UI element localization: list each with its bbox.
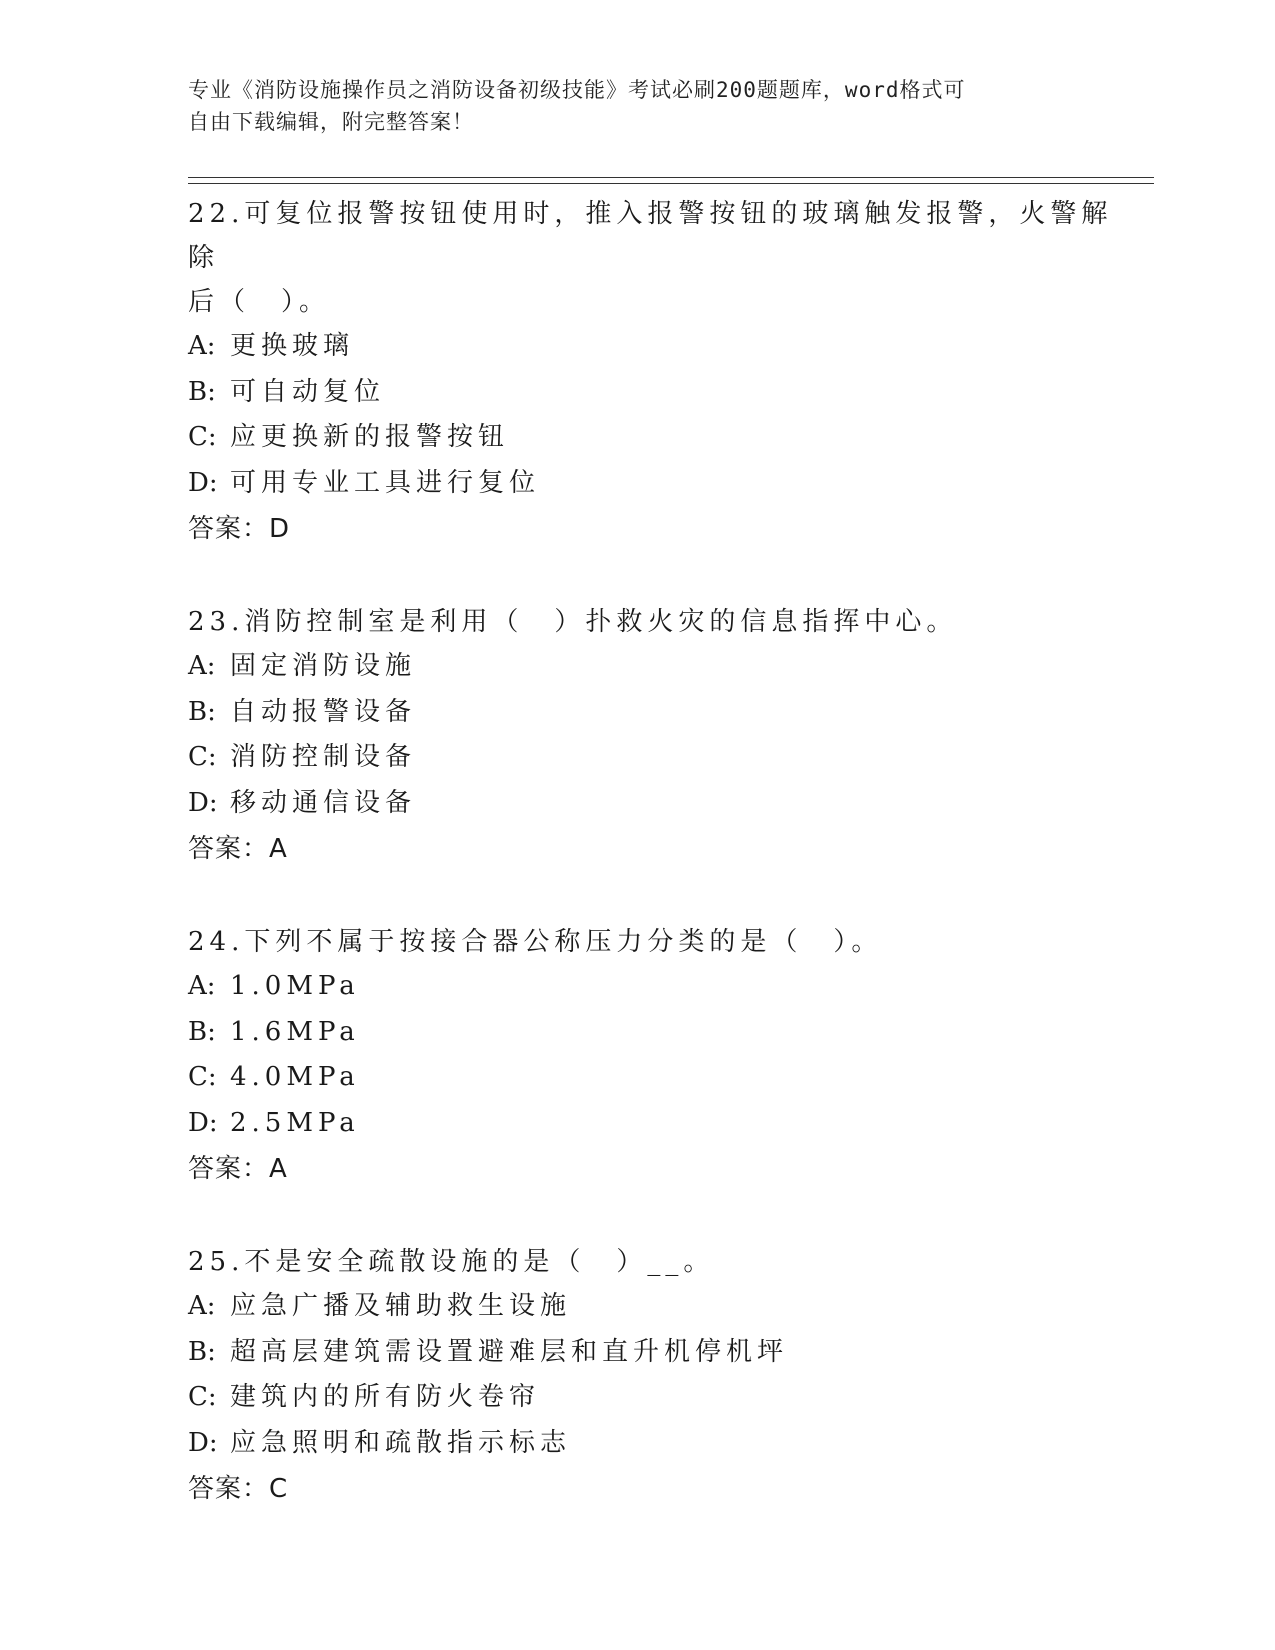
question-stem bbox=[188, 188, 1128, 324]
option-text: 应急广播及辅助救生设施 bbox=[230, 1291, 572, 1321]
option-text: 应急照明和疏散指示标志 bbox=[230, 1427, 572, 1458]
option-text: 建筑内的所有防火卷帘 bbox=[230, 1382, 541, 1412]
header-line-2: 自由下载编辑，附完整答案！ bbox=[188, 110, 474, 134]
question-spacer bbox=[188, 872, 1128, 916]
option-b bbox=[188, 690, 1128, 736]
answer-text: 答案：C bbox=[188, 1474, 289, 1504]
option-letter: D: bbox=[188, 787, 218, 818]
option-letter: B: bbox=[188, 1016, 216, 1047]
option-b bbox=[188, 370, 1128, 416]
option-letter: A: bbox=[188, 331, 216, 361]
option-text: 更换玻璃 bbox=[230, 331, 355, 361]
option-letter: C: bbox=[188, 422, 217, 452]
question-stem: 24.下列不属于按接合器公称压力分类的是（ ）。 bbox=[188, 927, 883, 957]
option-text: 移动通信设备 bbox=[230, 787, 417, 818]
option-text: 可自动复位 bbox=[230, 376, 386, 407]
question-stem-line-1: 22.可复位报警按钮使用时，推入报警按钮的玻璃触发报警，火警解除 bbox=[188, 199, 1113, 273]
option-c bbox=[188, 1055, 1128, 1101]
option-text: 1.6MPa bbox=[230, 1016, 360, 1047]
option-a bbox=[188, 324, 1128, 370]
option-letter: B: bbox=[188, 696, 216, 727]
option-letter: B: bbox=[188, 376, 216, 407]
option-letter: A: bbox=[188, 1291, 216, 1321]
option-letter: D: bbox=[188, 1107, 218, 1138]
option-letter: C: bbox=[188, 1062, 217, 1092]
option-letter: C: bbox=[188, 742, 217, 772]
question-stem-line-2: 后（ ）。 bbox=[188, 287, 331, 317]
option-text: 消防控制设备 bbox=[230, 742, 417, 772]
option-text: 4.0MPa bbox=[230, 1062, 360, 1092]
option-letter: A: bbox=[188, 971, 216, 1001]
option-letter: C: bbox=[188, 1382, 217, 1412]
option-letter: D: bbox=[188, 467, 218, 498]
option-d bbox=[188, 1421, 1128, 1467]
question-22 bbox=[188, 188, 1128, 552]
option-letter: B: bbox=[188, 1336, 216, 1367]
option-d bbox=[188, 461, 1128, 507]
option-d bbox=[188, 781, 1128, 827]
option-text: 2.5MPa bbox=[230, 1107, 360, 1138]
question-list bbox=[188, 188, 1128, 1512]
question-25 bbox=[188, 1236, 1128, 1512]
option-c bbox=[188, 1375, 1128, 1421]
option-c bbox=[188, 415, 1128, 461]
option-text: 自动报警设备 bbox=[230, 696, 417, 727]
option-a bbox=[188, 964, 1128, 1010]
option-text: 超高层建筑需设置避难层和直升机停机坪 bbox=[230, 1336, 789, 1367]
option-b bbox=[188, 1330, 1128, 1376]
question-24 bbox=[188, 916, 1128, 1192]
option-d bbox=[188, 1101, 1128, 1147]
question-23 bbox=[188, 596, 1128, 872]
option-text: 1.0MPa bbox=[230, 971, 360, 1001]
option-a bbox=[188, 1284, 1128, 1330]
answer-text: 答案：D bbox=[188, 514, 291, 544]
answer-text: 答案：A bbox=[188, 1154, 288, 1184]
question-spacer bbox=[188, 552, 1128, 596]
question-spacer bbox=[188, 1192, 1128, 1236]
question-stem: 23.消防控制室是利用（ ）扑救火灾的信息指挥中心。 bbox=[188, 607, 958, 637]
question-stem: 25.不是安全疏散设施的是（ ）__。 bbox=[188, 1247, 715, 1277]
header-line-1: 专业《消防设施操作员之消防设备初级技能》考试必刷200题题库，word格式可 bbox=[188, 78, 966, 102]
header-divider-top bbox=[188, 177, 1154, 178]
option-a bbox=[188, 644, 1128, 690]
option-text: 应更换新的报警按钮 bbox=[230, 422, 510, 452]
option-letter: A: bbox=[188, 651, 216, 681]
option-text: 固定消防设施 bbox=[230, 651, 417, 681]
option-c bbox=[188, 735, 1128, 781]
option-text: 可用专业工具进行复位 bbox=[230, 467, 541, 498]
document-header bbox=[188, 74, 1068, 138]
answer-text: 答案：A bbox=[188, 834, 288, 864]
option-b bbox=[188, 1010, 1128, 1056]
header-divider-bottom bbox=[188, 183, 1154, 184]
option-letter: D: bbox=[188, 1427, 218, 1458]
